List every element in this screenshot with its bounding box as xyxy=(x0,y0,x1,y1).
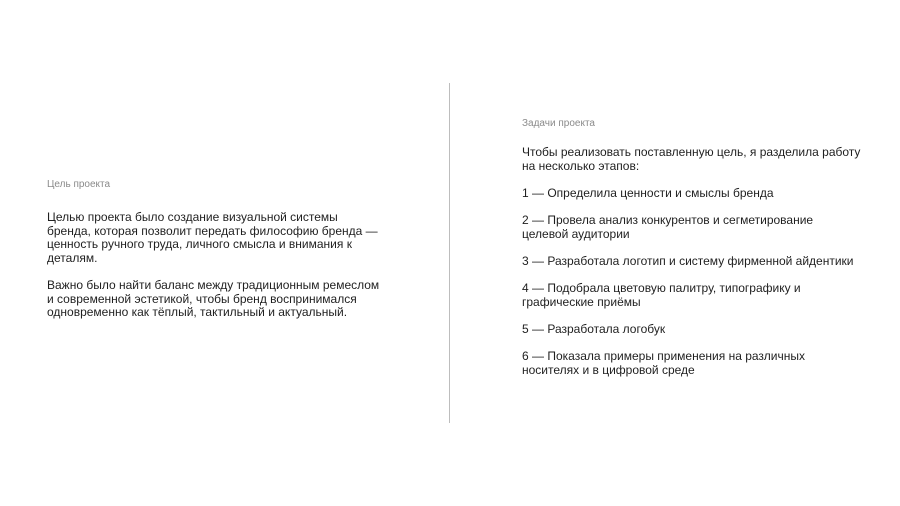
task-step: 5 — Разработала логобук xyxy=(522,321,666,336)
project-tasks-label: Задачи проекта xyxy=(522,118,595,129)
project-goal-paragraph: Важно было найти баланс между традиционным ремеслом и современной эстетикой, чтобы бренд воспринимался одновременно как тёплый, тактильный и актуальный. xyxy=(47,277,380,320)
task-step: 3 — Разработала логотип и систему фирменной айдентики xyxy=(522,253,854,268)
project-goal-section xyxy=(47,178,382,320)
project-tasks-section xyxy=(522,117,862,377)
column-divider xyxy=(449,83,450,423)
task-step: 1 — Определила ценности и смыслы бренда xyxy=(522,185,774,200)
task-step: 4 — Подобрала цветовую палитру, типографику и графические приёмы xyxy=(522,280,801,309)
project-goal-paragraph: Целью проекта было создание визуальной системы бренда, которая позволит передать философию бренда — ценность ручного труда, личного смысла и внимания к деталям. xyxy=(47,210,378,265)
task-step: 2 — Провела анализ конкурентов и сегметирование целевой аудитории xyxy=(522,212,814,241)
project-tasks-intro: Чтобы реализовать поставленную цель, я разделила работу на несколько этапов: xyxy=(522,145,861,173)
project-goal-label: Цель проекта xyxy=(47,179,111,190)
task-step: 6 — Показала примеры применения на различных носителях и в цифровой среде xyxy=(522,348,805,377)
